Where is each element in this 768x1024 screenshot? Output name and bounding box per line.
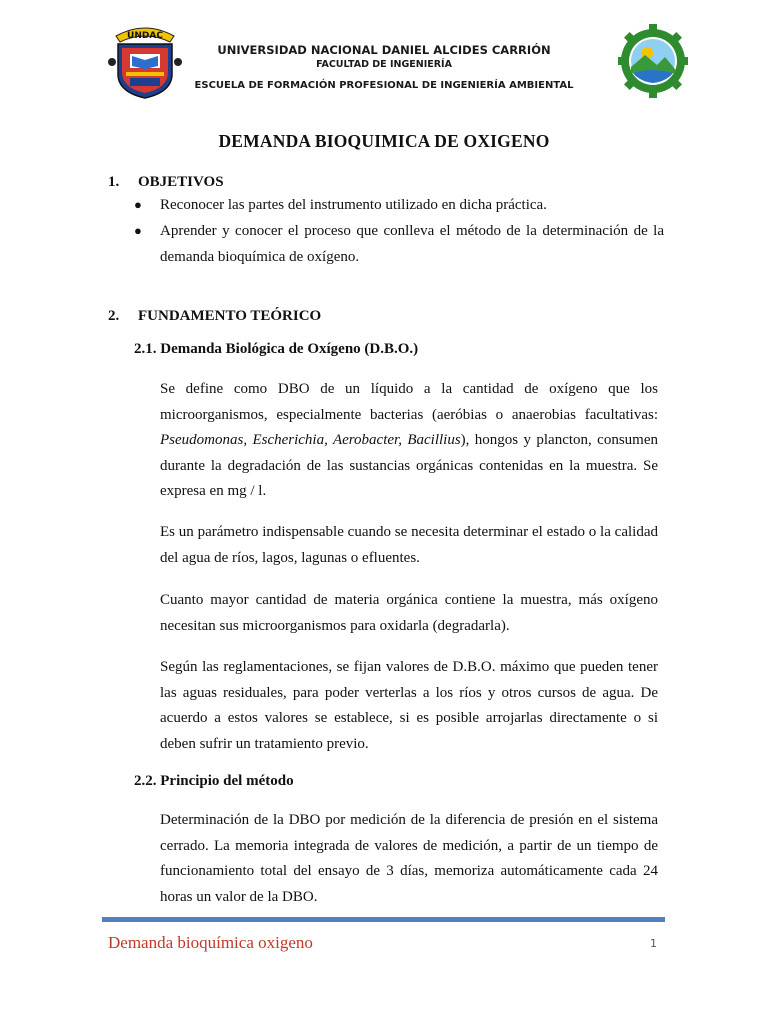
section-2-heading (108, 308, 321, 325)
footer-rule (102, 917, 665, 922)
document-title: DEMANDA BIOQUIMICA DE OXIGENO (218, 131, 550, 151)
paragraph: Se define como DBO de un líquido a la cantidad de oxígeno que los microorganismos, especialmente bacterias (aeróbias o anaerobias facultativas: Pseudomonas, Escherichia, Aerobacter, Bacillius), hongos y plancton, consumen durante la degradación de las sustancias orgánicas contenidas en la muestra. Se expresa en mg / l. (160, 381, 658, 499)
paragraph: Determinación de la DBO por medición de la diferencia de presión en el sistema cerrado. La memoria integrada de valores de medición, a partir de un tiempo de funcionamiento total del ensayo de 3 días, memoriza automáticamente cada 24 horas un valor de la DBO. (160, 812, 658, 905)
footer-title: Demanda bioquímica oxigeno (108, 933, 313, 952)
section-number: 2. (108, 308, 120, 324)
school-name: ESCUELA DE FORMACIÓN PROFESIONAL DE INGENIERÍA AMBIENTAL (194, 80, 574, 91)
page-number: 1 (650, 937, 657, 950)
bullet-icon: ● (134, 223, 142, 238)
objectives-list (134, 192, 664, 270)
paragraph: Es un parámetro indispensable cuando se necesita determinar el estado o la calidad del agua de ríos, lagos, lagunas o efluentes. (160, 524, 658, 566)
section-title: OBJETIVOS (138, 174, 224, 190)
section-1-heading (108, 174, 224, 191)
section-title: FUNDAMENTO TEÓRICO (138, 308, 322, 324)
faculty-name: FACULTAD DE INGENIERÍA (316, 59, 452, 70)
list-item: ● Aprender y conocer el proceso que conlleva el método de la determinación de la demanda bioquímica de oxígeno. (134, 218, 664, 270)
environmental-engineering-seal-icon (618, 22, 688, 100)
subsection-2-2-heading: 2.2. Principio del método (134, 773, 294, 789)
paragraph: Según las reglamentaciones, se fijan valores de D.B.O. máximo que pueden tener las aguas residuales, para poder verterlas a los ríos y otros cursos de agua. De acuerdo a estos valores se establece, si es posible arrojarlas directamente o si deben sufrir un tratamiento previo. (160, 659, 658, 752)
university-name: UNIVERSIDAD NACIONAL DANIEL ALCIDES CARRIÓN (217, 43, 551, 57)
subsection-2-1-heading: 2.1. Demanda Biológica de Oxígeno (D.B.O.) (134, 341, 419, 357)
section-number: 1. (108, 174, 120, 190)
logo-text: UNDAC (127, 31, 163, 41)
bullet-icon: ● (134, 197, 142, 212)
paragraph: Cuanto mayor cantidad de materia orgánica contiene la muestra, más oxígeno necesitan sus microorganismos para oxidarla (degradarla). (160, 592, 658, 634)
list-item: ● Reconocer las partes del instrumento utilizado en dicha práctica. (134, 192, 664, 218)
university-crest-icon (108, 22, 182, 100)
